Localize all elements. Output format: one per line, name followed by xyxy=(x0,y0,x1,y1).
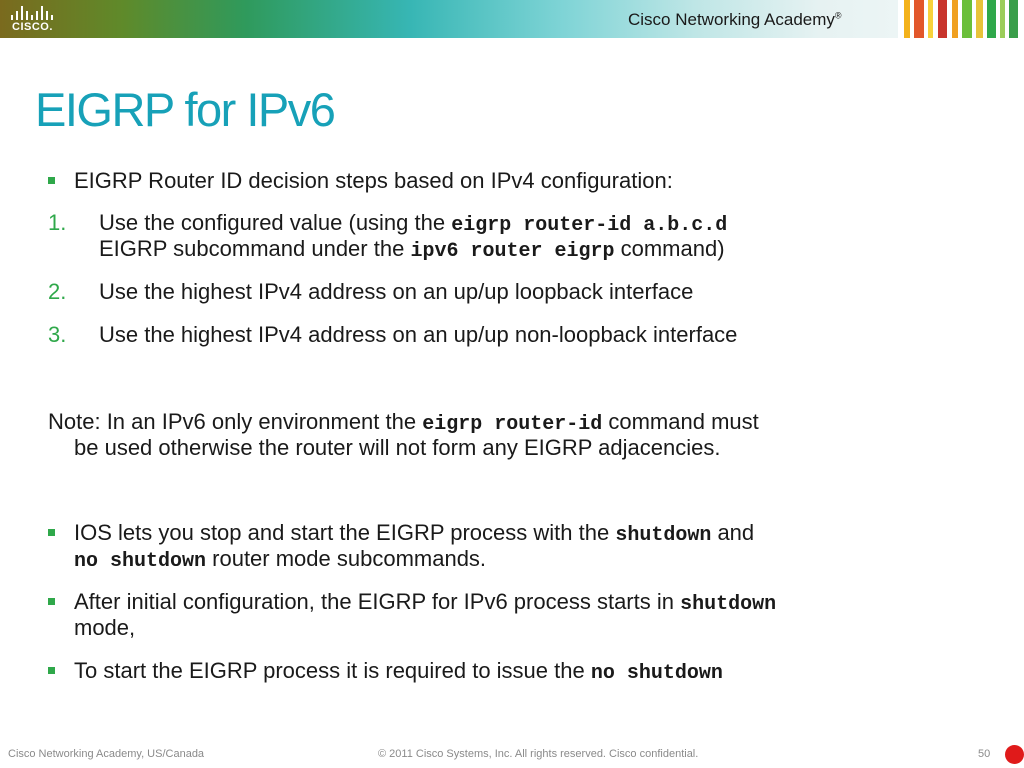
step-1-code: eigrp router-id a.b.c.d xyxy=(451,214,728,237)
note-line-2: be used otherwise the router will not form any EIGRP adjacencies. xyxy=(74,435,721,460)
bullet-square-icon xyxy=(48,177,55,184)
bullet-2-line-2: mode, xyxy=(74,615,136,640)
bullet-2-text: After initial configuration, the EIGRP for IPv6 process starts in xyxy=(74,589,681,614)
bullet-1-text-2: and xyxy=(711,520,755,545)
note-text-2: command must xyxy=(602,409,759,434)
step-3-text: Use the highest IPv4 address on an up/up non-loopback interface xyxy=(99,322,738,347)
step-2-text: Use the highest IPv4 address on an up/up loopback interface xyxy=(99,279,694,304)
bullet-2-code: shutdown xyxy=(680,593,777,616)
academy-mark: ® xyxy=(834,10,842,21)
step-number-3: 3. xyxy=(48,322,67,347)
page-number: 50 xyxy=(978,748,991,760)
bullet-square-icon xyxy=(48,529,55,536)
red-dot-icon xyxy=(1005,745,1024,764)
decorative-stripes xyxy=(898,0,1024,38)
step-number-2: 2. xyxy=(48,279,67,304)
bullet-square-icon xyxy=(48,667,55,674)
bullet-1-code: shutdown xyxy=(615,524,712,547)
academy-name xyxy=(628,10,842,30)
cisco-logo-text: CISCO. xyxy=(12,21,53,33)
note-text-1: Note: In an IPv6 only environment the xyxy=(48,409,423,434)
step-1-text: Use the configured value (using the xyxy=(99,210,452,235)
footer-academy: Cisco Networking Academy, US/Canada xyxy=(8,748,205,760)
cisco-bars-icon xyxy=(11,6,53,20)
step-1-text-2: EIGRP subcommand under the xyxy=(99,236,411,261)
bullet-3-text: To start the EIGRP process it is required to issue the xyxy=(74,658,591,683)
note-code: eigrp router-id xyxy=(422,413,603,436)
bullet-3-code: no shutdown xyxy=(590,662,723,685)
header-banner xyxy=(0,0,1024,38)
bullet-square-icon xyxy=(48,598,55,605)
cisco-logo xyxy=(4,2,64,36)
step-1-text-3: command) xyxy=(614,236,725,261)
step-number-1: 1. xyxy=(48,210,67,235)
bullet-3-line-1 xyxy=(74,657,723,687)
step-1-code-2: ipv6 router eigrp xyxy=(410,240,615,263)
bullet-1-text: IOS lets you stop and start the EIGRP process with the xyxy=(74,520,616,545)
slide-title: EIGRP for IPv6 xyxy=(35,83,335,136)
step-1-line-2 xyxy=(99,235,725,265)
intro-bullet: EIGRP Router ID decision steps based on IPv4 configuration: xyxy=(74,168,673,193)
bullet-1-code-2: no shutdown xyxy=(74,550,207,573)
bullet-2-line-1 xyxy=(74,588,776,618)
academy-name-text: Cisco Networking Academy xyxy=(628,10,835,29)
footer-copyright: © 2011 Cisco Systems, Inc. All rights reserved. Cisco confidential. xyxy=(378,748,699,760)
bullet-1-line-2 xyxy=(74,545,486,575)
bullet-1-text-3: router mode subcommands. xyxy=(206,546,487,571)
